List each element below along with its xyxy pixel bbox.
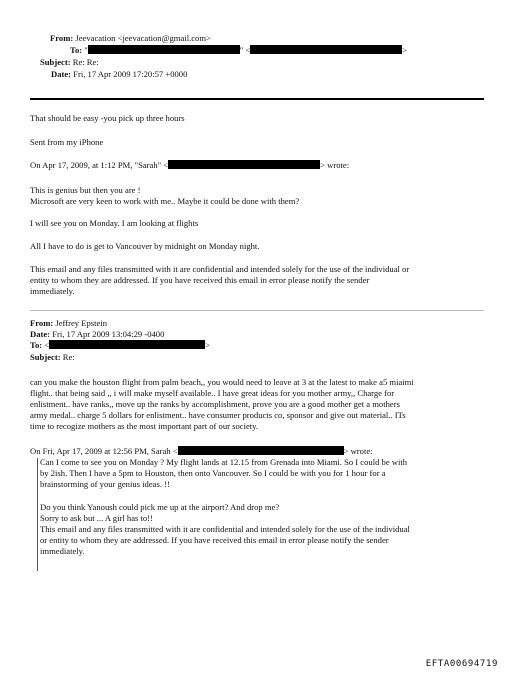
quote2-line: immediately. [40, 546, 85, 556]
quote1-line: Microsoft are very keen to work with me.. Maybe it could be done with them? [30, 196, 300, 206]
header-divider [30, 98, 484, 100]
header-to [70, 45, 407, 56]
body2-line: army medal.. charge 5 dollars for enlistment.. have consumer products co, sponsor and give out material.. ITs [30, 410, 406, 420]
header-to-label: To: [70, 45, 83, 55]
header-date [51, 69, 187, 80]
header-from-label: From: [50, 33, 74, 43]
quote1-line: This email and any files transmitted with it are confidential and intended solely for the use of the individual or [30, 264, 410, 274]
redaction-bar [88, 45, 240, 54]
section-divider [30, 310, 484, 311]
quote2-line: Sorry to ask but ... A girl has to!! [40, 513, 153, 523]
header2-from [30, 318, 107, 329]
quote-prefix: On Apr 17, 2009, at 1:12 PM, "Sarah" < [30, 160, 169, 170]
quote1-line: This is genius but then you are ! [30, 185, 141, 195]
body2-line: enlistment.. have ranks,, move up the ranks by accomplishment, prove you are a good mother get a mothers [30, 399, 400, 409]
header-subject [40, 57, 99, 68]
quote2-line: brainstorming of your genius ideas. !! [40, 479, 170, 489]
quote-suffix: > wrote: [320, 160, 350, 170]
header2-date-label: Date: [30, 329, 51, 339]
header2-from-value: Jeffrey Epstein [55, 318, 108, 328]
redaction-bar [250, 45, 402, 54]
redaction-bar [178, 446, 344, 455]
quote1-line: All I have to do is get to Vancouver by midnight on Monday night. [30, 241, 260, 251]
header2-from-label: From: [30, 318, 54, 328]
redaction-bar [168, 160, 320, 169]
header-from-value: Jeevacation <jeevacation@gmail.com> [75, 33, 211, 43]
quote2-line: by 2ish. Then I have a 5pm to Houston, then onto Vancouver. So I could be with you for 1 hour for a [40, 468, 386, 478]
header2-subject-label: Subject: [30, 352, 61, 362]
reply1-line2: Sent from my iPhone [30, 137, 104, 147]
header2-to-label: To: [30, 340, 43, 350]
header2-subject-value: Re: [62, 352, 75, 362]
quote2-line: This email and any files transmitted with it are confidential and intended solely for the use of the individual [40, 524, 410, 534]
header2-date-value: Fri, 17 Apr 2009 13:04:29 -0400 [52, 329, 165, 339]
header2-to [30, 340, 210, 351]
quote1-line: I will see you on Monday. I am looking at flights [30, 218, 199, 228]
quote2-line: Do you think Yanoush could pick me up at the airport? And drop me? [40, 502, 280, 512]
header-subject-value: Re: Re: [72, 57, 99, 67]
body2-line: flight.. that being said ,, i will make myself available.. I have great ideas for you mother army,, Charge for [30, 388, 395, 398]
reply1-line1: That should be easy -you pick up three hours [30, 113, 185, 123]
quote1-line: immediately. [30, 286, 75, 296]
header-to-open: " [84, 45, 88, 55]
header2-to-close: > [205, 340, 210, 350]
quote2-line: or entity to whom they are addressed. If you have received this email in error please notify the sender [40, 535, 389, 545]
quote2-line: Can I come to see you on Monday ? My flight lands at 12.15 from Grenada into Miami. So I could be with [40, 457, 408, 467]
header2-subject [30, 352, 75, 363]
header-to-mid: " < [239, 45, 251, 55]
document-id: EFTA00694719 [425, 659, 498, 669]
header-from [50, 33, 211, 44]
body2-line: can you make the houston flight from palm beach,, you would need to leave at 3 at the latest to make a5 miaimi [30, 377, 414, 387]
reply1-quote-attribution [30, 160, 349, 171]
body2-line: time to recogize mothers as the most important part of our society. [30, 421, 259, 431]
header-to-close: > [402, 45, 408, 55]
quote2-attribution [30, 446, 373, 457]
header2-to-open: < [44, 340, 50, 350]
header-date-label: Date: [51, 69, 72, 79]
quote1-line: entity to whom they are addressed. If you have received this email in error please notify the sender [30, 275, 370, 285]
quote2-suffix: > wrote: [343, 446, 373, 456]
redaction-bar [49, 340, 205, 349]
quote-bar [37, 458, 38, 571]
header-subject-label: Subject: [40, 57, 71, 67]
header2-date [30, 329, 164, 340]
quote2-prefix: On Fri, Apr 17, 2009 at 12:56 PM, Sarah < [30, 446, 178, 456]
header-date-value: Fri, 17 Apr 2009 17:20:57 +0000 [73, 69, 188, 79]
